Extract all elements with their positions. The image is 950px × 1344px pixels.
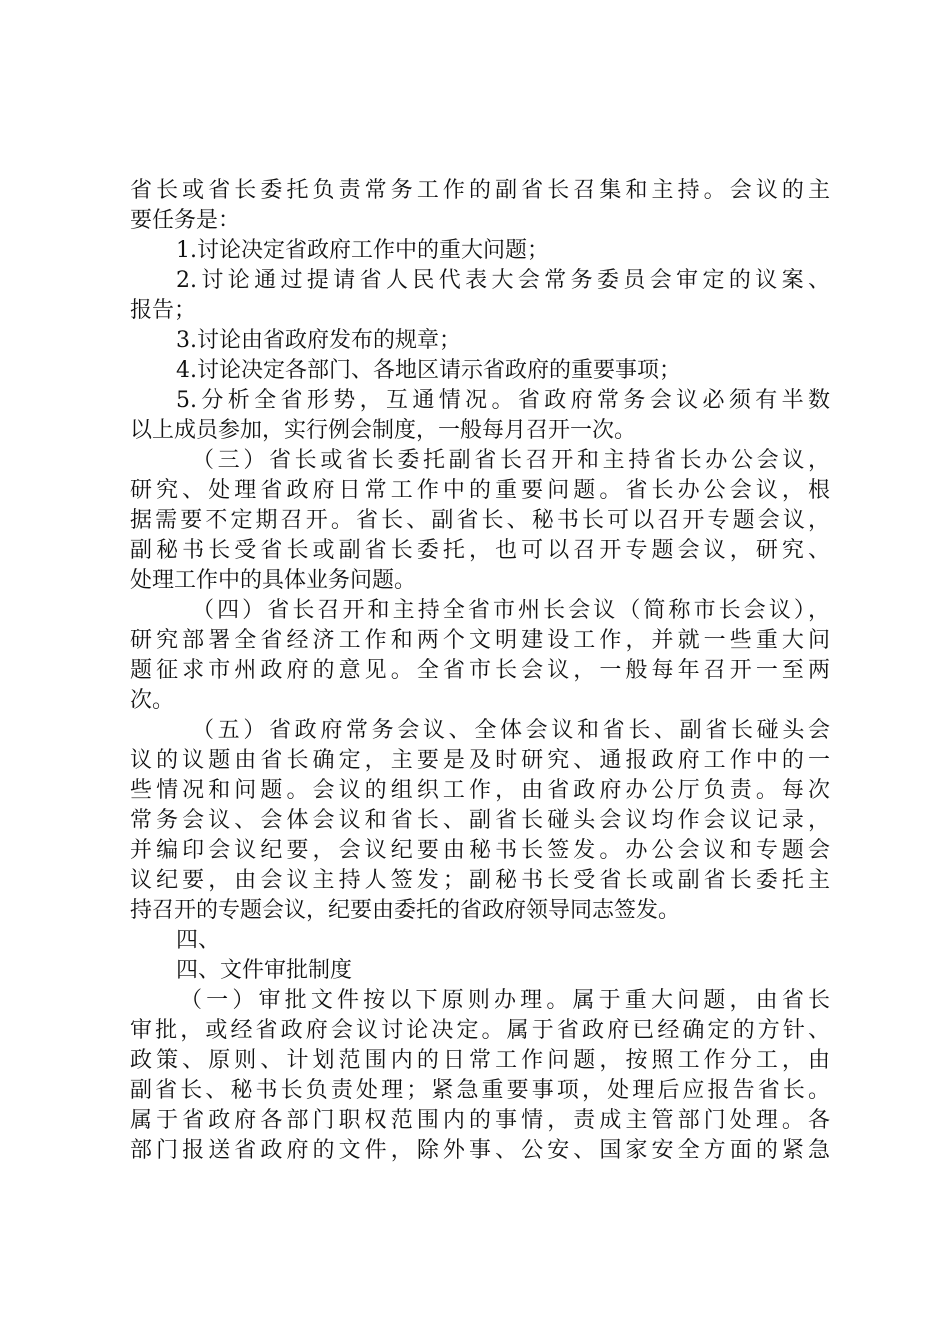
text-line: 省长或省长委托负责常务工作的副省长召集和主持。会议的主 bbox=[130, 178, 830, 203]
list-item: 1.讨论决定省政府工作中的重大问题； bbox=[176, 238, 549, 263]
text-line: 些情况和问题。会议的组织工作，由省政府办公厅负责。每次 bbox=[130, 778, 830, 803]
list-item: 4.讨论决定各部门、各地区请示省政府的重要事项； bbox=[176, 358, 681, 383]
text-line: 议的议题由省长确定，主要是及时研究、通报政府工作中的一 bbox=[130, 748, 830, 773]
list-item: 3.讨论由省政府发布的规章； bbox=[176, 328, 461, 353]
text-line: 题征求市州政府的意见。全省市长会议，一般每年召开一至两 bbox=[130, 658, 830, 683]
list-item: 2.讨论通过提请省人民代表大会常务委员会审定的议案、 bbox=[176, 268, 830, 293]
text-line: 议纪要，由会议主持人签发；副秘书长受省长或副省长委托主 bbox=[130, 868, 830, 893]
text-line: 副秘书长受省长或副省长委托，也可以召开专题会议，研究、 bbox=[130, 538, 830, 563]
text-line: 要任务是： bbox=[130, 208, 241, 233]
text-line: 报告； bbox=[130, 298, 197, 323]
text-line: 副省长、秘书长负责处理；紧急重要事项，处理后应报告省长。 bbox=[130, 1078, 830, 1103]
text-line: 并编印会议纪要，会议纪要由秘书长签发。办公会议和专题会 bbox=[130, 838, 830, 863]
text-line: 持召开的专题会议，纪要由委托的省政府领导同志签发。 bbox=[130, 898, 681, 923]
section-heading: 四、文件审批制度 bbox=[176, 958, 353, 983]
text-line: 政策、原则、计划范围内的日常工作问题，按照工作分工，由 bbox=[130, 1048, 830, 1073]
text-line: 常务会议、会体会议和省长、副省长碰头会议均作会议记录， bbox=[130, 808, 830, 833]
paragraph-start: （一）审批文件按以下原则办理。属于重大问题，由省长 bbox=[180, 988, 830, 1013]
text-line: 审批，或经省政府会议讨论决定。属于省政府已经确定的方针、 bbox=[130, 1018, 830, 1043]
paragraph-start: （四）省长召开和主持全省市州长会议（简称市长会议）， bbox=[192, 598, 830, 623]
list-item: 5.分析全省形势，互通情况。省政府常务会议必须有半数 bbox=[176, 388, 830, 413]
text-line: 处理工作中的具体业务问题。 bbox=[130, 568, 417, 593]
paragraph-start: （三）省长或省长委托副省长召开和主持省长办公会议， bbox=[192, 448, 830, 473]
text-line: 以上成员参加，实行例会制度，一般每月召开一次。 bbox=[130, 418, 637, 443]
text-line: 次。 bbox=[130, 688, 175, 713]
document-body bbox=[130, 176, 830, 1166]
text-line: 研究部署全省经济工作和两个文明建设工作，并就一些重大问 bbox=[130, 628, 830, 653]
text-line: 研究、处理省政府日常工作中的重要问题。省长办公会议，根 bbox=[130, 478, 830, 503]
text-line: 属于省政府各部门职权范围内的事情，责成主管部门处理。各 bbox=[130, 1108, 830, 1133]
text-line: 据需要不定期召开。省长、副省长、秘书长可以召开专题会议， bbox=[130, 508, 830, 533]
paragraph-start: （五）省政府常务会议、全体会议和省长、副省长碰头会 bbox=[192, 718, 830, 743]
text-line: 部门报送省政府的文件，除外事、公安、国家安全方面的紧急 bbox=[130, 1138, 830, 1163]
section-heading: 四、 bbox=[176, 928, 221, 953]
